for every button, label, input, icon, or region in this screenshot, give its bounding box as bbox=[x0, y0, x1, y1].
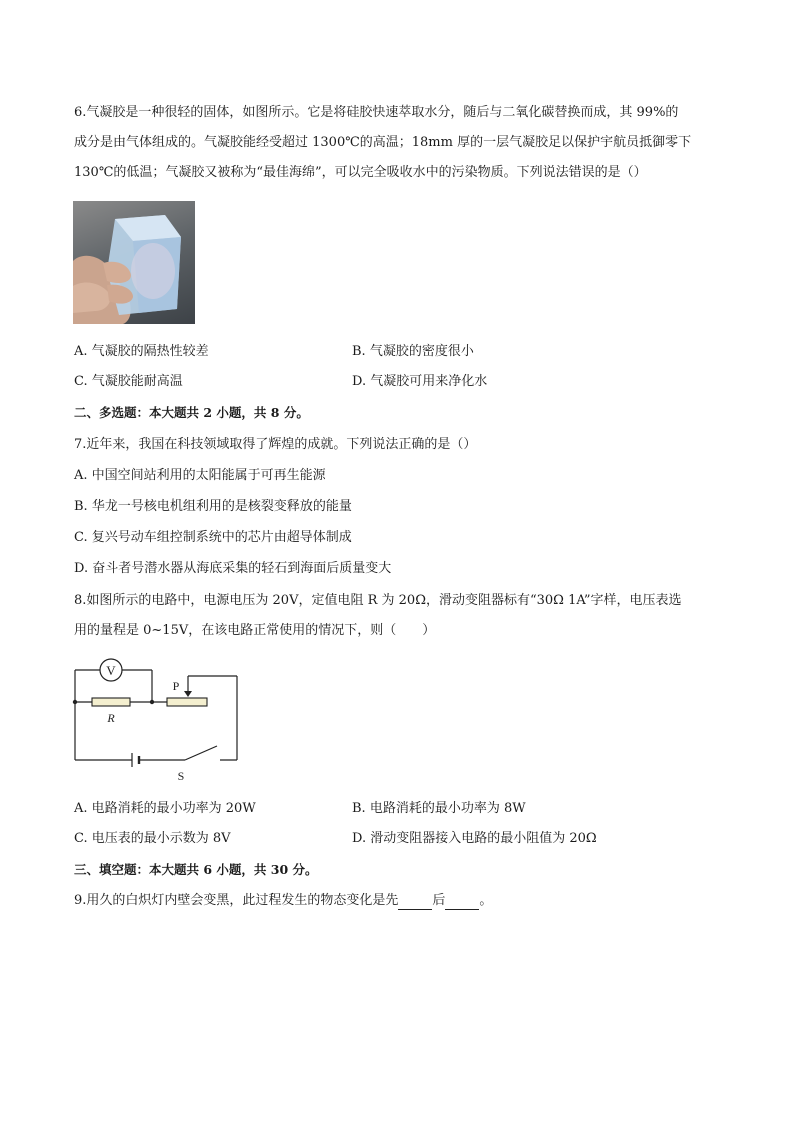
q9-text-part-1: 9.用久的白炽灯内壁会变黑，此过程发生的物态变化是先 bbox=[74, 893, 399, 908]
q9-text-part-2: 后 bbox=[432, 893, 446, 908]
q8-stem-line-1: 8.如图所示的电路中，电源电压为 20V，定值电阻 R 为 20Ω，滑动变阻器标有“30Ω 1A”字样，电压表选 bbox=[74, 593, 682, 608]
q9-text-part-3: 。 bbox=[479, 893, 493, 908]
aerogel-photo bbox=[73, 201, 195, 324]
q9-blank-1[interactable] bbox=[398, 896, 432, 910]
q8-option-b[interactable]: B. 电路消耗的最小功率为 8W bbox=[352, 801, 526, 816]
q8-stem-line-2: 用的量程是 0~15V，在该电路正常使用的情况下，则（ ） bbox=[74, 623, 436, 638]
q7-option-d[interactable]: D. 奋斗者号潜水器从海底采集的轻石到海面后质量变大 bbox=[74, 561, 392, 576]
switch-label: S bbox=[177, 769, 185, 783]
section-2-text: 本大题共 2 小题，共 8 分。 bbox=[149, 405, 309, 420]
section-3-text: 本大题共 6 小题，共 30 分。 bbox=[149, 862, 318, 877]
q7-stem: 7.近年来，我国在科技领域取得了辉煌的成就。下列说法正确的是（） bbox=[74, 437, 477, 452]
circuit-diagram bbox=[70, 654, 250, 784]
voltmeter-label: V bbox=[106, 663, 116, 678]
q6-option-a[interactable]: A. 气凝胶的隔热性较差 bbox=[74, 344, 209, 359]
q8-option-c[interactable]: C. 电压表的最小示数为 8V bbox=[74, 831, 231, 846]
slider-arrow bbox=[184, 691, 192, 697]
slider-label: P bbox=[172, 679, 180, 693]
q6-stem-line-3: 130℃的低温；气凝胶又被称为“最佳海绵”，可以完全吸收水中的污染物质。下列说法错误的是（） bbox=[74, 165, 647, 180]
rheostat bbox=[167, 698, 207, 706]
aerogel-illustration bbox=[73, 201, 195, 324]
q6-option-c[interactable]: C. 气凝胶能耐高温 bbox=[74, 374, 183, 389]
q8-option-a[interactable]: A. 电路消耗的最小功率为 20W bbox=[74, 801, 256, 816]
junction-left bbox=[73, 700, 77, 704]
section-3-header bbox=[74, 861, 318, 879]
section-3-prefix: 三、填空题： bbox=[74, 862, 150, 877]
q6-option-b[interactable]: B. 气凝胶的密度很小 bbox=[352, 344, 474, 359]
q7-option-b[interactable]: B. 华龙一号核电机组利用的是核裂变释放的能量 bbox=[74, 499, 352, 514]
q7-option-a[interactable]: A. 中国空间站利用的太阳能属于可再生能源 bbox=[74, 468, 326, 483]
resistor-r bbox=[92, 698, 130, 706]
section-2-prefix: 二、多选题： bbox=[74, 405, 150, 420]
q7-option-c[interactable]: C. 复兴号动车组控制系统中的芯片由超导体制成 bbox=[74, 530, 352, 545]
junction-middle bbox=[150, 700, 154, 704]
q9-stem bbox=[74, 892, 492, 910]
resistor-label: R bbox=[107, 711, 115, 725]
q6-stem-line-1: 6.气凝胶是一种很轻的固体，如图所示。它是将硅胶快速萃取水分，随后与二氧化碳替换而成，其 99%的 bbox=[74, 105, 679, 120]
q6-stem-line-2: 成分是由气体组成的。气凝胶能经受超过 1300℃的高温；18mm 厚的一层气凝胶足以保护宇航员抵御零下 bbox=[74, 135, 692, 150]
section-2-header bbox=[74, 404, 309, 422]
q9-blank-2[interactable] bbox=[445, 896, 479, 910]
q6-option-d[interactable]: D. 气凝胶可用来净化水 bbox=[352, 374, 488, 389]
q8-option-d[interactable]: D. 滑动变阻器接入电路的最小阻值为 20Ω bbox=[352, 831, 597, 846]
